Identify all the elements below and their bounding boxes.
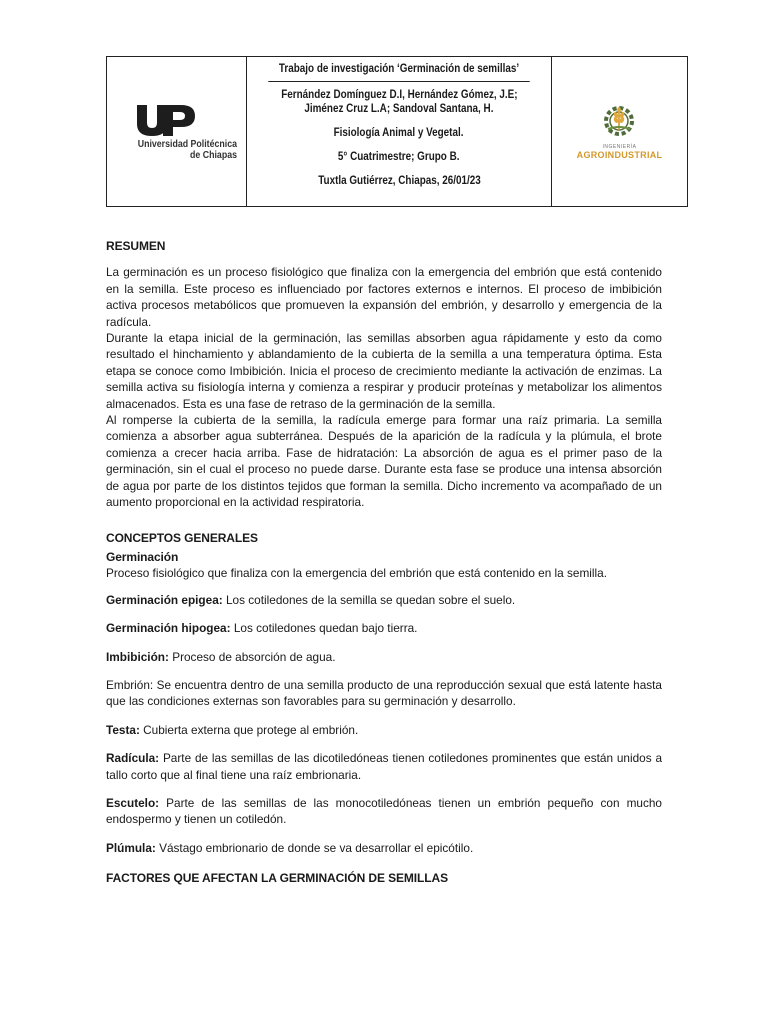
concept-item: Germinación hipogea: Los cotiledones quedan bajo tierra. bbox=[106, 621, 418, 636]
resumen-paragraph-3: Al romperse la cubierta de la semilla, la radícula emerge para formar una raíz primaria. La semilla comienza a absorber agua subterránea. Después de la aparición de la radícula y la plúmula, el brote comienza a crecer hacia arriba. Fase de hidratación: La absorción de agua es el primer paso de la germinación, sin el cual el proceso no puede darse. Durante esta fase se produce una intensa absorción de agua por parte de los distintos tejidos que forman la semilla. Dicho incremento va acompañado de un aumento proporcional en la actividad respiratoria. bbox=[106, 413, 662, 510]
concept-item: Testa: Cubierta externa que protege al embrión. bbox=[106, 722, 359, 737]
resumen-paragraph-1: La germinación es un proceso fisiológico que finaliza con la emergencia del embrión que está contenido en la semilla. Este proceso es influenciado por factores externos e internos. El proceso de imbibición activa procesos metabólicos que promueven la expansión del embrión, y desarrollo y emergencia de la radícula. bbox=[106, 265, 662, 329]
conceptos-heading: CONCEPTOS GENERALES bbox=[106, 530, 258, 545]
header-table bbox=[106, 56, 688, 207]
concept-item: Germinación epigea: Los cotiledones de la semilla se quedan sobre el suelo. bbox=[106, 592, 516, 607]
factores-heading: FACTORES QUE AFECTAN LA GERMINACIÓN DE SEMILLAS bbox=[106, 871, 448, 886]
group-info: 5° Cuatrimestre; Grupo B. bbox=[338, 151, 460, 163]
document-title: Trabajo de investigación ‘Germinación de semillas’ bbox=[268, 57, 529, 82]
place-date: Tuxtla Gutiérrez, Chiapas, 26/01/23 bbox=[317, 175, 481, 187]
resumen-paragraph-2: Durante la etapa inicial de la germinación, las semillas absorben agua rápidamente y esto da como resultado el hinchamiento y ablandamiento de la cubierta de la semilla a una temperatura óptima. Esta etapa se conoce como Imbibición. Inicia el proceso de crecimiento mediante la activación de enzimas. La semilla activa su fisiología interna y comienza a respirar y producir proteínas y metabolizar los alimentos almacenados. Esta es una fase de retraso de la germinación de la semilla. bbox=[106, 331, 662, 411]
concept-item: Imbibición: Proceso de absorción de agua. bbox=[106, 649, 336, 664]
university-name-line2: de Chiapas bbox=[189, 149, 237, 161]
agroindustrial-logo bbox=[577, 103, 663, 160]
germinacion-definition: Proceso fisiológico que finaliza con la emergencia del embrión que está contenido en la semilla. bbox=[106, 566, 608, 581]
up-monogram-icon bbox=[135, 103, 197, 137]
resumen-heading: RESUMEN bbox=[106, 239, 166, 253]
agro-big-text: AGROINDUSTRIAL bbox=[576, 150, 663, 160]
germinacion-term: Germinación bbox=[106, 549, 179, 564]
university-logo-cell bbox=[107, 57, 247, 206]
concept-item: Escutelo: Parte de las semillas de las monocotiledóneas tienen un embrión pequeño con mucho endospermo y tienen un cotiledón. bbox=[106, 795, 662, 827]
university-logo bbox=[117, 103, 237, 161]
authors-line-1: Fernández Domínguez D.I, Hernández Gómez, J.E; bbox=[280, 89, 518, 101]
university-name-line1: Universidad Politécnica bbox=[137, 138, 237, 150]
concept-item: Embrión: Se encuentra dentro de una semilla producto de una reproducción sexual que está latente hasta que las condiciones externas son favorables para su germinación y desarrollo. bbox=[106, 677, 662, 709]
agro-logo-cell bbox=[552, 57, 687, 206]
authors-line-2: Jiménez Cruz L.A; Sandoval Santana, H. bbox=[304, 103, 494, 115]
concept-item: Radícula: Parte de las semillas de las dicotiledóneas tienen cotiledones prominentes que están unidos a tallo corto que al final tiene una raíz embrionaria. bbox=[106, 751, 662, 782]
agro-small-text: INGENIERÍA bbox=[602, 144, 637, 150]
gear-wheat-icon bbox=[600, 103, 638, 137]
course-name: Fisiología Animal y Vegetal. bbox=[334, 127, 464, 139]
header-info-cell bbox=[247, 57, 552, 206]
concept-item: Plúmula: Vástago embrionario de donde se va desarrollar el epicótilo. bbox=[106, 840, 474, 855]
document-body bbox=[106, 238, 662, 887]
